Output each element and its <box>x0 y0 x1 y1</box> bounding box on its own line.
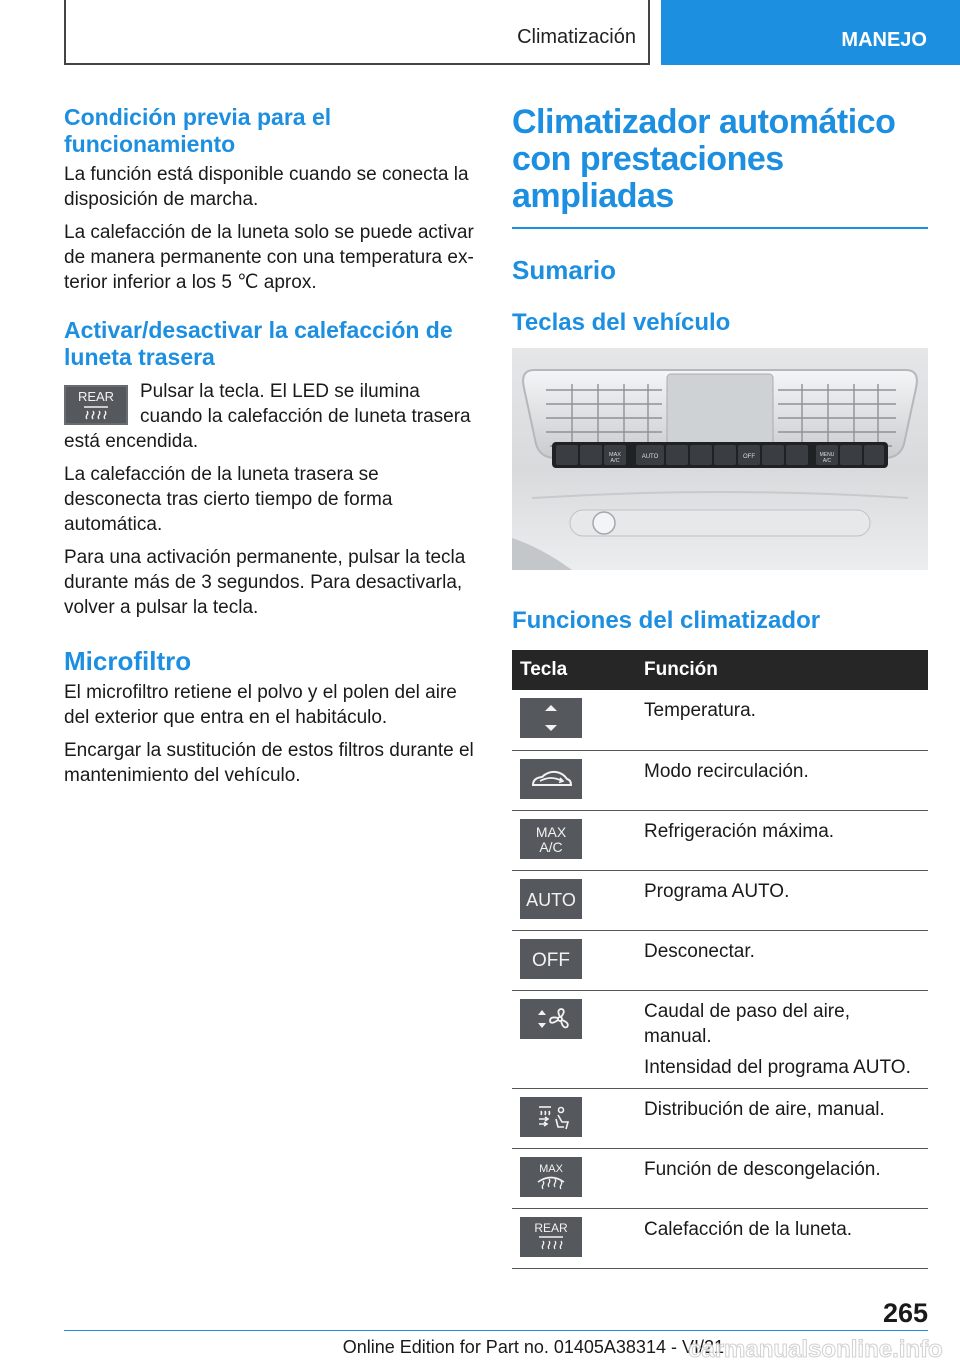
photo-menu-ac-label: A/C <box>822 458 832 464</box>
functions-heading: Funciones del climatizador <box>512 607 821 634</box>
rear-heating-paragraph-2: La calefacción de la luneta trasera se desconecta tras cierto tiempo de forma automática. <box>64 464 393 535</box>
header-rule <box>64 63 650 65</box>
precondition-paragraph-1: La función está disponible cuando se conecta la disposición de marcha. <box>64 164 469 210</box>
recirculation-car-icon <box>520 759 582 799</box>
microfilter-paragraph-2: Encargar la sustitución de estos filtros durante el mantenimiento del vehículo. <box>64 740 474 786</box>
microfilter-paragraph-1: El microfiltro retiene el polvo y el polen del aire del exterior que entra en el habitáculo. <box>64 682 457 728</box>
table-row <box>512 750 928 810</box>
fan-speed-icon <box>520 999 582 1039</box>
header-right-border <box>648 0 650 65</box>
edition-text: Online Edition for Part no. 01405A38314 - VI/21 <box>342 1337 724 1357</box>
rear-heating-heading: Activar/desactivar la calefacción de luneta trasera <box>64 317 453 370</box>
table-row <box>512 1208 928 1268</box>
function-text: Función de descongelación. <box>636 1148 928 1208</box>
table-row <box>512 810 928 870</box>
function-text-secondary: Intensidad del programa AUTO. <box>644 1056 911 1078</box>
svg-text:AUTO: AUTO <box>526 889 576 910</box>
temperature-arrows-icon <box>520 698 582 738</box>
off-icon <box>520 939 582 979</box>
left-column <box>64 104 480 788</box>
function-text: Temperatura. <box>636 690 928 750</box>
air-distribution-icon <box>520 1097 582 1137</box>
col-key-header: Tecla <box>512 650 636 690</box>
right-column <box>512 104 928 1269</box>
max-ac-icon <box>520 819 582 859</box>
function-text: Refrigeración máxima. <box>636 810 928 870</box>
max-defrost-icon <box>520 1157 582 1197</box>
page-number: 265 <box>882 1298 928 1328</box>
functions-table <box>512 650 928 1269</box>
svg-text:OFF: OFF <box>532 949 570 971</box>
table-row <box>512 870 928 930</box>
photo-off-label: OFF <box>743 454 755 460</box>
svg-text:carmanualsonline.info: carmanualsonline.info <box>688 1336 943 1362</box>
svg-text:MAX: MAX <box>539 1162 563 1175</box>
auto-icon <box>520 879 582 919</box>
table-row <box>512 1148 928 1208</box>
svg-text:REAR: REAR <box>534 1220 568 1235</box>
chapter-title: Climatización <box>517 26 636 48</box>
svg-text:MAX: MAX <box>535 823 567 840</box>
precondition-heading: Condición previa para el funcionamiento <box>64 104 332 157</box>
function-text: Distribución de aire, manual. <box>636 1088 928 1148</box>
rear-key-label: REAR <box>77 389 115 404</box>
photo-auto-label: AUTO <box>641 454 659 460</box>
table-row <box>512 990 928 1088</box>
table-row <box>512 1088 928 1148</box>
function-text: Desconectar. <box>636 930 928 990</box>
function-text: Caudal de paso del aire, manual. <box>644 1000 850 1047</box>
rear-defrost-icon <box>64 385 128 425</box>
summary-heading: Sumario <box>512 255 617 285</box>
function-text: Modo recirculación. <box>636 750 928 810</box>
rear-heating-block <box>64 379 480 454</box>
photo-ac-label: A/C <box>610 458 620 464</box>
table-row <box>512 690 928 750</box>
rear-heating-paragraph-1: Pulsar la tecla. El LED se ilumina cuando la calefacción de luneta trasera está encendida. <box>64 381 471 452</box>
section-title: MANEJO <box>841 29 927 51</box>
main-heading: Climatizador automático con prestaciones ampliadas <box>512 103 896 215</box>
main-heading-rule <box>512 227 928 229</box>
function-text: Programa AUTO. <box>636 870 928 930</box>
control-panel-photo <box>512 348 928 570</box>
function-text: Calefacción de la luneta. <box>636 1208 928 1268</box>
table-header-row <box>512 650 928 690</box>
svg-text:A/C: A/C <box>539 838 563 855</box>
table-row <box>512 930 928 990</box>
watermark-logo <box>686 1334 960 1362</box>
rear-defrost-icon <box>520 1217 582 1257</box>
photo-max-label: MAX <box>609 452 621 458</box>
rear-heating-paragraph-3: Para una activación permanente, pulsar la tecla durante más de 3 segundos. Para desactivarla, volver a pulsar la tecla. <box>64 547 466 618</box>
col-function-header: Función <box>636 650 928 690</box>
precondition-paragraph-2: La calefacción de la luneta solo se puede activar de manera permanente con una temperatura exterior inferior a los 5 ℃ aprox. <box>64 222 474 293</box>
microfilter-heading: Microfiltro <box>64 646 192 676</box>
footer-rule <box>64 1330 928 1331</box>
photo-menu-label: MENU <box>819 452 835 458</box>
vehicle-keys-heading: Teclas del vehículo <box>512 309 731 336</box>
